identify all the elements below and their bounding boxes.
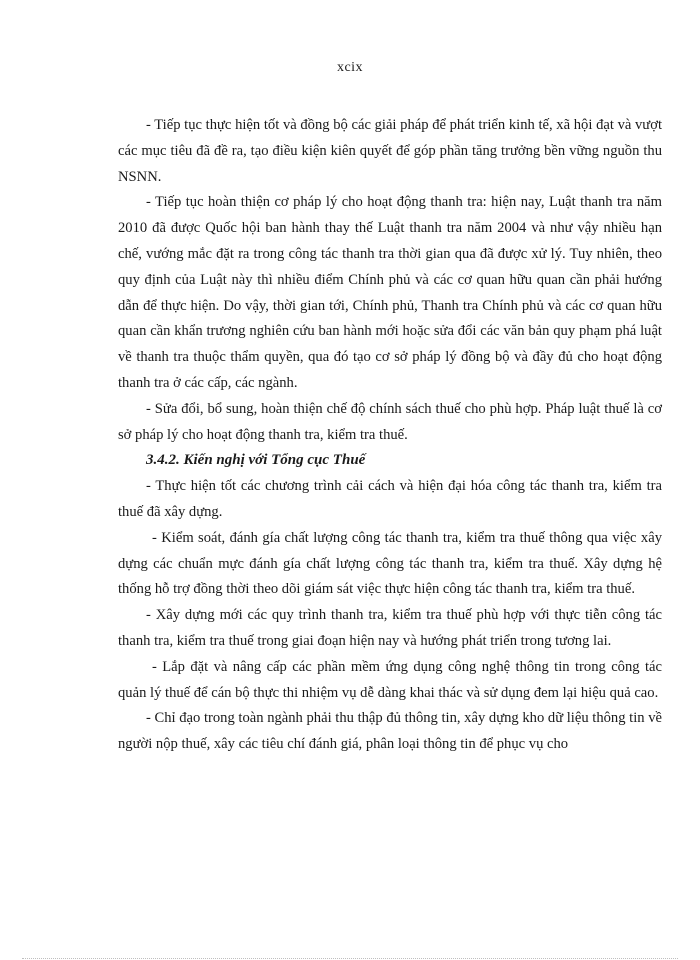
paragraph: - Kiểm soát, đánh gía chất lượng công tác thanh tra, kiểm tra thuế thông qua việc xây dựng các chuẩn mực đánh gía chất lượng công tác thanh tra, kiểm tra thuế. Xây dựng hệ thống hỗ trợ đồng thời theo dõi giám sát việc thực hiện công tác thanh tra, kiểm tra thuế. — [118, 529, 662, 598]
paragraph: - Chỉ đạo trong toàn ngành phải thu thập đủ thông tin, xây dựng kho dữ liệu thông tin về người nộp thuế, xây các tiêu chí đánh giá, phân loại thông tin để phục vụ cho — [118, 710, 662, 753]
paragraph: - Tiếp tục thực hiện tốt và đồng bộ các giải pháp để phát triển kinh tế, xã hội đạt và vượt các mục tiêu đã đề ra, tạo điều kiện kiên quyết để góp phần tăng trưởng bền vững nguồn thu NSNN. — [118, 117, 662, 185]
paragraph: - Sửa đổi, bổ sung, hoàn thiện chế độ chính sách thuế cho phù hợp. Pháp luật thuế là cơ sở pháp lý cho hoạt động thanh tra, kiểm tra thuế. — [118, 400, 662, 443]
paragraph: - Lắp đặt và nâng cấp các phần mềm ứng dụng công nghệ thông tin trong công tác quản lý thuế để cán bộ thực thi nhiệm vụ dễ dàng khai thác và sử dụng đem lại hiệu quả cao. — [118, 658, 662, 701]
body-text — [118, 113, 662, 758]
paragraph: - Tiếp tục hoàn thiện cơ pháp lý cho hoạt động thanh tra: hiện nay, Luật thanh tra năm 2010 đã được Quốc hội ban hành thay thế Luật thanh tra năm 2004 và như vậy nhiều hạn chế, vướng mắc đặt ra trong công tác thanh tra thời gian qua đã được xử lý. Tuy nhiên, theo quy định của Luật này thì nhiều điểm Chính phủ và các cơ quan hữu quan cần phải hướng dẫn để thực hiện. Do vậy, thời gian tới, Chính phủ, Thanh tra Chính phủ và các cơ quan hữu quan cần khẩn trương nghiên cứu ban hành mới hoặc sửa đổi các văn bản quy phạm phá luật về thanh tra thuộc thẩm quyền, qua đó tạo cơ sở pháp lý đồng bộ và đầy đủ cho hoạt động thanh tra ở các cấp, các ngành. — [118, 194, 662, 391]
paragraph: - Thực hiện tốt các chương trình cải cách và hiện đại hóa công tác thanh tra, kiểm tra thuế đã xây dựng. — [118, 478, 662, 520]
section-heading: 3.4.2. Kiến nghị với Tổng cục Thuế — [146, 452, 366, 469]
page-number: xcix — [336, 60, 364, 75]
page-bottom-divider — [22, 958, 678, 959]
paragraph: - Xây dựng mới các quy trình thanh tra, kiểm tra thuế phù hợp với thực tiễn công tác thanh tra, kiểm tra thuế trong giai đoạn hiện nay và hướng phát triển trong tương lai. — [118, 607, 662, 649]
